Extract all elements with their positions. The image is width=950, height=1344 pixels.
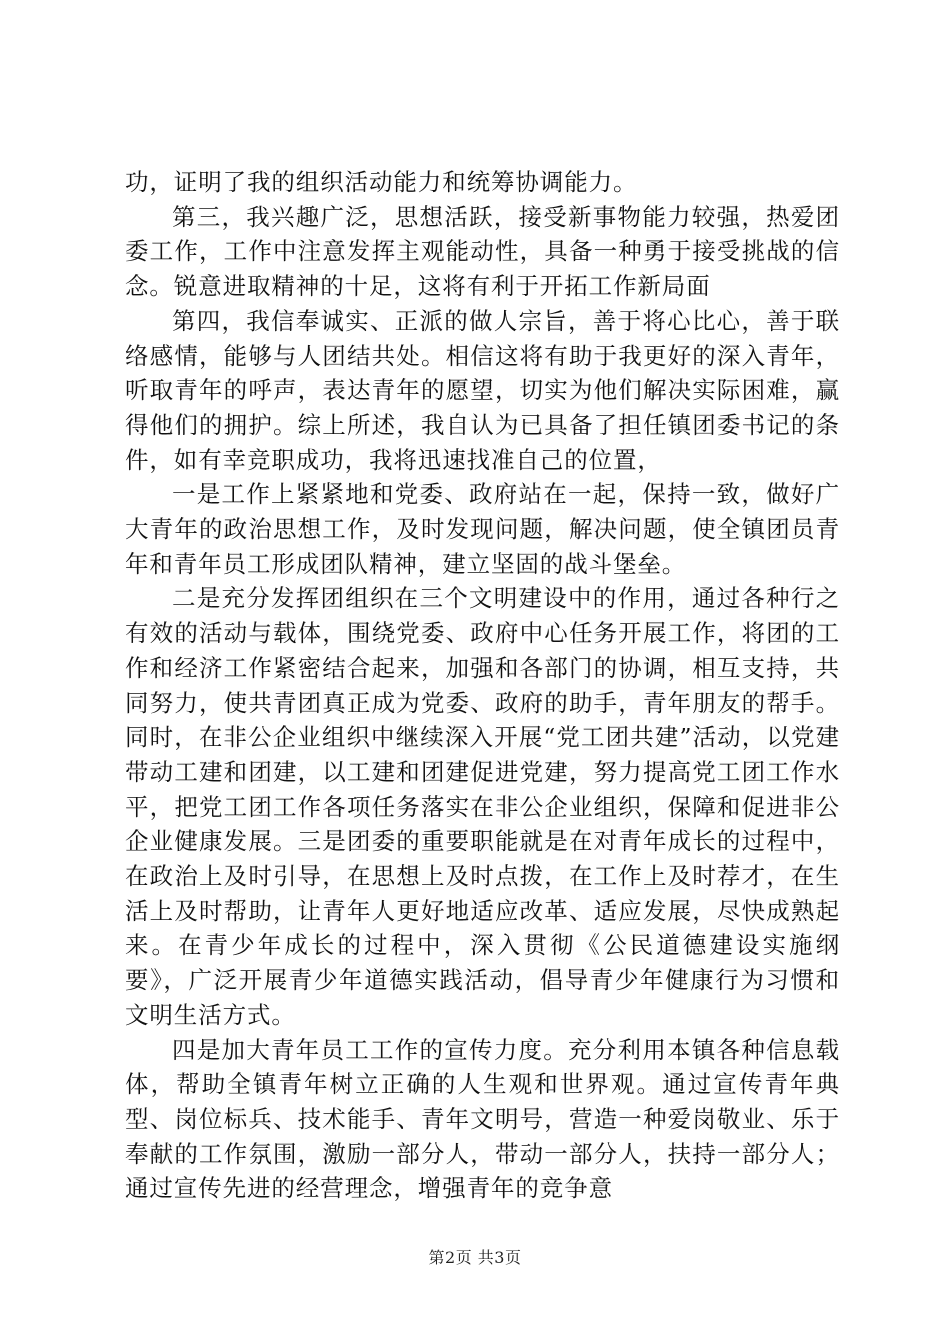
paragraph-3: 第四，我信奉诚实、正派的做人宗旨，善于将心比心，善于联络感情，能够与人团结共处。相信这将有助于我更好的深入青年，听取青年的呼声，表达青年的愿望，切实为他们解决实际困难，赢得他们的拥护。综上所述，我自认为已具备了担任镇团委书记的条件，如有幸竞职成功，我将迅速找准自己的位置， <box>125 306 840 474</box>
document-body <box>125 165 840 1206</box>
page-number: 第2页 共3页 <box>428 1248 522 1267</box>
page-footer <box>0 1247 950 1269</box>
paragraph-5: 二是充分发挥团组织在三个文明建设中的作用，通过各种行之有效的活动与载体，围绕党委、政府中心任务开展工作，将团的工作和经济工作紧密结合起来，加强和各部门的协调，相互支持，共同努力，使共青团真正成为党委、政府的助手，青年朋友的帮手。同时，在非公企业组织中继续深入开展“党工团共建”活动，以党建带动工建和团建，以工建和团建促进党建，努力提高党工团工作水平，把党工团工作各项任务落实在非公企业组织，保障和促进非公企业健康发展。三是团委的重要职能就是在对青年成长的过程中，在政治上及时引导，在思想上及时点拨，在工作上及时荐才，在生活上及时帮助，让青年人更好地适应改革、适应发展，尽快成熟起来。在青少年成长的过程中，深入贯彻《公民道德建设实施纲要》，广泛开展青少年道德实践活动，倡导青少年健康行为习惯和文明生活方式。 <box>125 584 840 1029</box>
paragraph-4: 一是工作上紧紧地和党委、政府站在一起，保持一致，做好广大青年的政治思想工作，及时发现问题，解决问题，使全镇团员青年和青年员工形成团队精神，建立坚固的战斗堡垒。 <box>125 480 840 578</box>
paragraph-2: 第三，我兴趣广泛，思想活跃，接受新事物能力较强，热爱团委工作，工作中注意发挥主观能动性，具备一种勇于接受挑战的信念。锐意进取精神的十足，这将有利于开拓工作新局面 <box>125 202 840 301</box>
paragraph-6: 四是加大青年员工工作的宣传力度。充分利用本镇各种信息载体，帮助全镇青年树立正确的人生观和世界观。通过宣传青年典型、岗位标兵、技术能手、青年文明号，营造一种爱岗敬业、乐于奉献的工作氛围，激励一部分人，带动一部分人，扶持一部分人；通过宣传先进的经营理念，增强青年的竞争意 <box>125 1035 840 1203</box>
paragraph-1: 功，证明了我的组织活动能力和统筹协调能力。 <box>125 168 638 196</box>
